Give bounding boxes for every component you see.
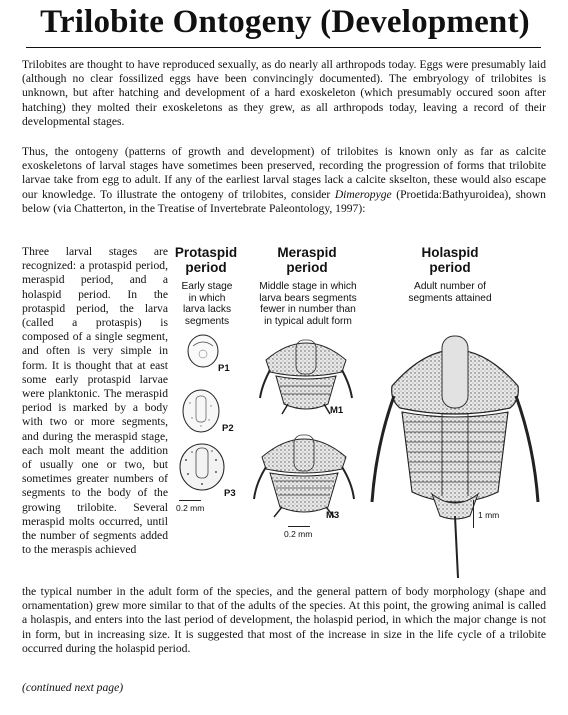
holaspid-scale-label: 1 mm [478, 510, 500, 520]
holaspid-description: Adult number of segments attained [408, 281, 492, 304]
protaspis-p2-drawing [180, 388, 224, 434]
protaspid-scale-label: 0.2 mm [176, 503, 205, 513]
genus-name: Dimeropyge [334, 187, 392, 201]
protaspid-heading: Protaspid period [174, 245, 238, 275]
meraspid-description: Middle stage in which larva bears segments fewer in number than in typical adult form [259, 281, 357, 327]
protaspid-description: Early stage in which larva lacks segments [181, 281, 233, 327]
label-m3: M3 [326, 510, 340, 521]
meraspid-scale-bar [288, 526, 310, 527]
holaspid-scale-bar [473, 500, 474, 528]
meraspid-heading: Meraspid period [277, 245, 337, 275]
label-m1: M1 [330, 405, 344, 416]
intro-paragraph: Trilobites are thought to have reproduced sexually, as do nearly all arthropods today. Eggs were presumably laid (although no clear fossilized eggs have been convincingly documented). The embryology of trilobites is unknown, but after hatching and development of a hard exoskeleton (which presumably occured soon after hatching) they molted their exoskeletons as they grew, as all arthropods today, leaving a record of their developmental stages. [22, 58, 546, 128]
label-p3: P3 [224, 488, 236, 499]
larval-stages-column: Three larval stages are recognized: a protaspid period, meraspid period, and a holaspid period. In the protaspid period, the larva (called a protaspis) is composed of a single segment, and often is very simple in form. It is thought that at east some early protaspid larvae were planktonic. The meraspid period is marked by a body with two or more segments, and during the meraspid stage, each molt meant the addition of usually one or two, but sometimes greater numbers of segments to the body of the growing trilobite. Several meraspid molts occurred, until the number of segments added to the meraspis achieved [22, 245, 168, 557]
protaspid-scale-bar [179, 500, 201, 501]
holaspis-paragraph: the typical number in the adult form of the species, and the general pattern of body morphology (shape and ornamentation) grew more similar to that of the adults of the species. At this point, the growing animal is called a holaspis, and enters into the last period of development, the holaspid period, in which the major change is not in form, but in increasing size. It is suggested that most of the increase in size in the life cycle of a trilobite occurred during the holaspid period. [22, 585, 546, 655]
label-p2: P2 [222, 423, 234, 434]
meraspis-m3-drawing [252, 425, 356, 521]
ontogeny-text-after: (Proetida:Bathyuroidea), shown below (via Chatterton, in the Treatise of Invertebrate Paleontology, 1997): [22, 187, 546, 215]
title-rule [26, 47, 541, 48]
protaspis-p3-drawing [176, 442, 228, 494]
continued-note: (continued next page) [22, 681, 124, 694]
label-p1: P1 [218, 363, 230, 374]
meraspid-scale-label: 0.2 mm [284, 529, 313, 539]
ontogeny-paragraph [22, 145, 546, 216]
ontogeny-text-before: Thus, the ontogeny (patterns of growth and development) of trilobites is known only as far as calcite exoskeletons of larval stages have sometimes been preserved, recording the progression of forms that trilobite larvae take from egg to adult. If any of the earliest larval stages lack a calcite skselton, these would also escape our knowledge. To illustrate the ontogeny of trilobites, consider [22, 145, 546, 201]
holaspis-adult-drawing [370, 316, 540, 584]
holaspid-heading: Holaspid period [421, 245, 479, 275]
page-title: Trilobite Ontogeny (Development) [40, 4, 530, 40]
